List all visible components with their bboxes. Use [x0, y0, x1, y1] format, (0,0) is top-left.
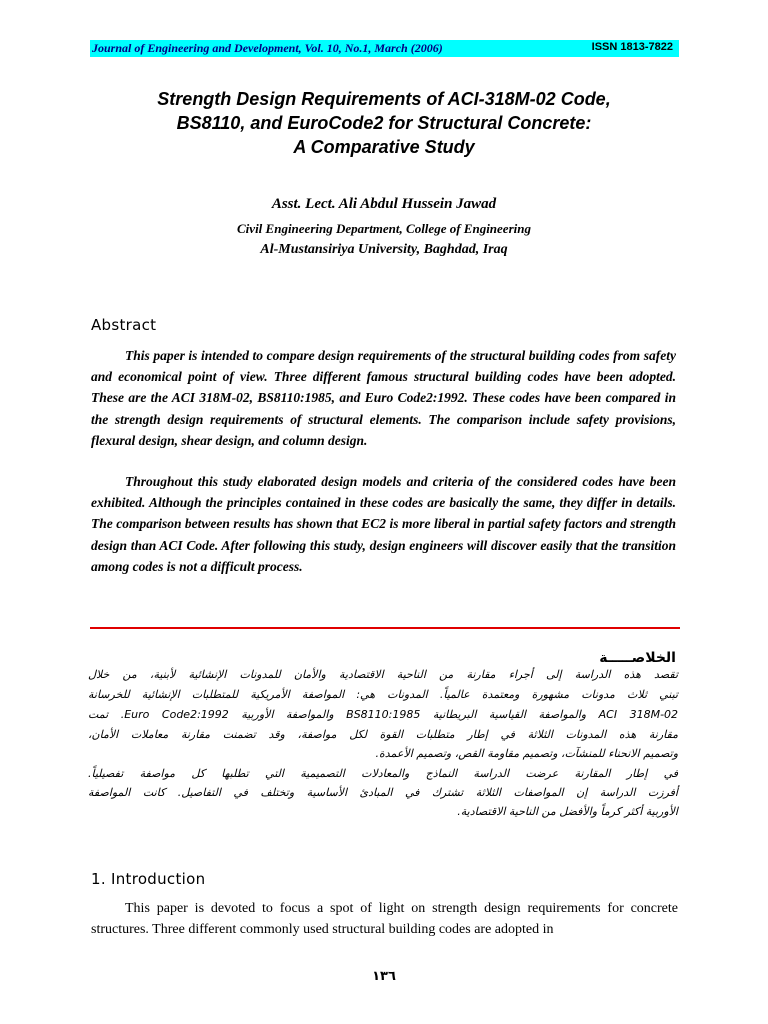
abstract-paragraph-1: This paper is intended to compare design requirements of the structural building codes from safety and economical point of view. Three different famous structural building codes have been adopted. These are the ACI 318M-02, BS8110:1985, and Euro Code2:1992. These codes have been compared in the strength design requirements of structural elements. The comparison include safety provisions, flexural design, shear design, and column design. [91, 348, 676, 448]
arabic-abstract-heading: الخلاصـــــة [599, 650, 676, 666]
arabic-abstract-line: تبني ثلاث مدونات مشهورة ومعتمدة عالمياً. المدونات هي: المواصفة الأمريكية للمتطلبات الإنشائية للخرسانة [88, 688, 678, 701]
author-university: Al-Mustansiriya University, Baghdad, Iraq [260, 242, 508, 257]
title-line-2: BS8110, and EuroCode2 for Structural Concrete: [176, 113, 592, 133]
title-line-1: Strength Design Requirements of ACI-318M-02 Code, [157, 89, 611, 109]
abstract-paragraph-2: Throughout this study elaborated design models and criteria of the considered codes have been exhibited. Although the principles contained in these codes are basically the same, they differ in details. The comparison between results has shown that EC2 is more liberal in partial safety factors and strength design than ACI Code. After following this study, design engineers will discover easily that the transition among codes is not a difficult process. [91, 474, 676, 574]
arabic-abstract-line: في إطار المقارنة عرضت الدراسة النماذج والمعادلات التصميمية التي تطلبها كل مواصفة تفصيلياً. [88, 767, 678, 780]
author-name: Asst. Lect. Ali Abdul Hussein Jawad [271, 196, 497, 212]
page-number: ١٣٦ [372, 969, 396, 984]
paper-title [60, 87, 708, 159]
author-department: Civil Engineering Department, College of Engineering [237, 221, 531, 236]
abstract-heading: Abstract [91, 316, 157, 334]
title-line-3: A Comparative Study [293, 137, 475, 157]
arabic-abstract-line: ACI 318M-02 والمواصفة القياسية البريطانية BS8110:1985 والمواصفة الأوربية Euro Code2:1992. تمت [88, 708, 679, 721]
journal-citation: Journal of Engineering and Development, Vol. 10, No.1, March (2006) [92, 41, 443, 55]
arabic-abstract-line: تقصد هذه الدراسة إلى أجراء مقارنة من الناحية الاقتصادية والأمان للمدونات الإنشائية لأبنية، من خلال [88, 668, 678, 681]
arabic-abstract-line: مقارنة هذه المدونات الثلاثة في إطار متطلبات القوة لكل مواصفة، وقد تضمنت مقارنة معاملات الأمان، [88, 728, 678, 741]
introduction-paragraph: This paper is devoted to focus a spot of light on strength design requirements for concrete structures. Three different commonly used structural building codes are adopted in [91, 901, 678, 937]
arabic-abstract-line: أفرزت الدراسة إن المواصفات الثلاثة تشترك في المبادئ الأساسية وتختلف في التفاصيل. كانت المواصفة [88, 786, 678, 799]
arabic-abstract-line: الأوربية أكثر كرماً والأفضل من الناحية الاقتصادية. [457, 805, 678, 818]
section-divider [90, 627, 680, 629]
journal-header-bar [90, 40, 679, 57]
arabic-abstract-line: وتصميم الانحناء للمنشآت، وتصميم مقاومة القص، وتصميم الأعمدة. [375, 747, 678, 760]
issn-label: ISSN 1813-7822 [591, 41, 673, 53]
introduction-heading: 1. Introduction [91, 870, 206, 888]
